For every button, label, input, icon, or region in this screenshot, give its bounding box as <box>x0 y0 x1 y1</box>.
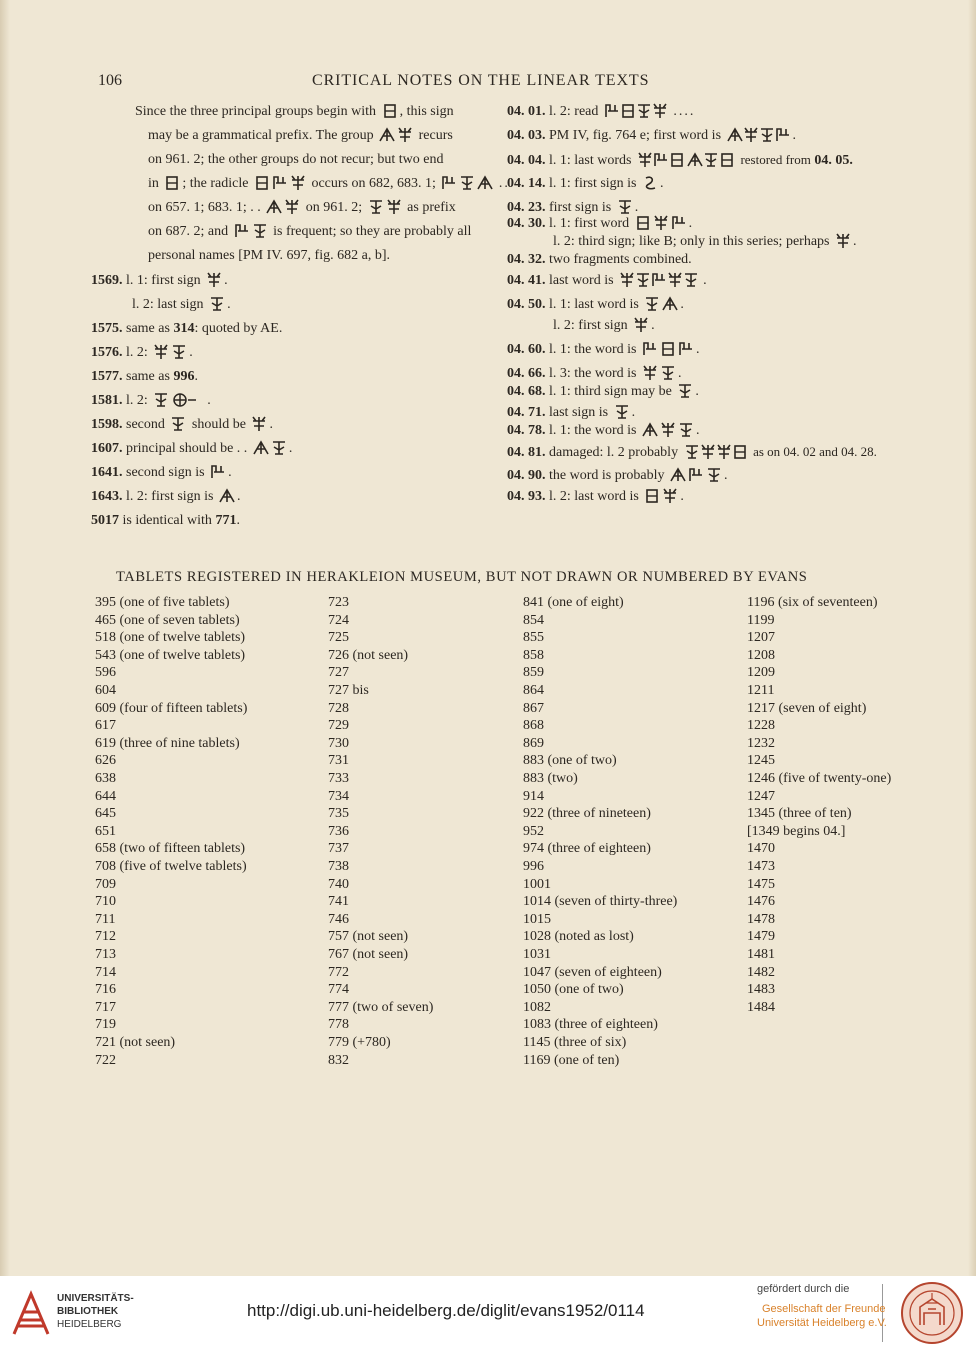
registry-entry: 651 <box>95 823 116 839</box>
note-04-93: 04. 93. l. 2: last word is . <box>507 489 684 504</box>
registry-entry: 777 (two of seven) <box>328 999 434 1015</box>
registry-entry: 740 <box>328 876 349 892</box>
registry-entry: 883 (two) <box>523 771 578 786</box>
registry-entry: 727 <box>328 665 349 681</box>
registry-entry: 724 <box>328 612 349 628</box>
registry-entry: 841 (one of eight) <box>523 595 624 610</box>
linear-b-pair-icon <box>233 223 269 238</box>
registry-entry: 757 (not seen) <box>328 929 409 945</box>
registry-entry: 1050 (one of two) <box>523 982 624 998</box>
registry-entry: 733 <box>328 771 349 786</box>
note-04-50-line-2: l. 2: first sign . <box>553 318 655 333</box>
registry-entry: 869 <box>523 735 544 751</box>
registry-entry: 868 <box>523 718 544 734</box>
linear-b-group-icon <box>378 127 414 142</box>
digital-library-footer <box>0 1276 976 1348</box>
linear-b-word-icon <box>643 488 679 503</box>
linear-b-word-icon <box>641 341 695 356</box>
registry-entry: 1028 (noted as lost) <box>523 929 634 945</box>
registry-entry: 714 <box>95 964 116 980</box>
sponsor-line-2: Universität Heidelberg e.V. <box>757 1317 887 1329</box>
registry-entry: 1001 <box>523 876 551 892</box>
note-04-32: 04. 32. two fragments combined. <box>507 252 692 267</box>
registry-entry: 712 <box>95 929 116 945</box>
linear-b-word-icon <box>618 272 702 287</box>
registry-entry: 1211 <box>747 683 775 698</box>
registry-entry: 952 <box>523 823 544 839</box>
registry-entry: 778 <box>328 1017 349 1033</box>
registry-entry: 638 <box>95 771 116 786</box>
registry-entry: 1209 <box>747 665 775 681</box>
registry-entry: 717 <box>95 999 116 1015</box>
binding-shadow <box>0 0 10 1276</box>
registry-entry: 727 bis <box>328 683 369 698</box>
entry-1641: 1641. second sign is . <box>91 465 232 480</box>
running-title: CRITICAL NOTES ON THE LINEAR TEXTS <box>312 72 650 89</box>
registry-entry: 1482 <box>747 964 775 980</box>
registry-entry: 1247 <box>747 788 775 804</box>
registry-entry: 735 <box>328 806 349 822</box>
registry-entry: 867 <box>523 700 544 716</box>
registry-entry: 604 <box>95 683 116 698</box>
registry-entry: 543 (one of twelve tablets) <box>95 647 246 663</box>
registry-entry: 617 <box>95 718 116 734</box>
entry-1607: 1607. principal should be . . . <box>91 441 293 456</box>
entry-1643: 1643. l. 2: first sign is . <box>91 489 241 504</box>
registry-entry: 1199 <box>747 612 775 628</box>
registry-entry: 1232 <box>747 735 775 751</box>
registry-entry: 1217 (seven of eight) <box>747 700 867 716</box>
linear-b-sign-icon <box>205 272 223 287</box>
registry-entry: 854 <box>523 612 544 628</box>
registry-entry: 731 <box>328 753 349 769</box>
registry-entry: 1169 (one of ten) <box>523 1052 620 1068</box>
linear-b-prefix-icon <box>367 199 403 214</box>
registry-entry: 1345 (three of ten) <box>747 806 852 822</box>
registry-entry: 737 <box>328 841 349 857</box>
registry-entry: 710 <box>95 894 116 910</box>
entry-1569: 1569. l. 1: first sign . <box>91 273 228 288</box>
registry-entry: 974 (three of eighteen) <box>523 841 651 857</box>
linear-b-sign-icon <box>218 488 236 503</box>
registry-entry: 1083 (three of eighteen) <box>523 1017 658 1033</box>
linear-b-word-icon <box>641 422 695 437</box>
registry-entry: 713 <box>95 947 116 962</box>
note-04-81: 04. 81. damaged: l. 2 probably as on 04. 02 and 04. 28. <box>507 444 877 460</box>
note-04-23: 04. 23. first sign is . <box>507 200 639 215</box>
registry-entry: 1196 (six of seventeen) <box>747 595 878 610</box>
entry-1577: 1577. same as 996. <box>91 369 198 384</box>
registry-entry: 883 (one of two) <box>523 753 617 769</box>
linear-b-sign-icon <box>616 199 634 214</box>
linear-b-sign-icon <box>169 416 187 431</box>
linear-b-sign-icon <box>834 233 852 248</box>
registry-entry: 779 (+780) <box>328 1035 391 1050</box>
registry-entry: 855 <box>523 630 544 646</box>
registry-entry: 1031 <box>523 947 551 962</box>
entry-1576: 1576. l. 2: . <box>91 345 193 360</box>
registry-entry: 709 <box>95 876 116 892</box>
linear-b-circle-cross-icon <box>152 392 206 407</box>
note-04-30-line-2: l. 2: third sign; like B; only in this series; perhaps . <box>553 234 857 249</box>
note-04-78: 04. 78. l. 1: the word is . <box>507 423 700 438</box>
library-name-line-1: UNIVERSITÄTS- <box>57 1293 134 1304</box>
registry-entry: 859 <box>523 665 544 681</box>
registry-entry: 723 <box>328 595 349 610</box>
note-04-60: 04. 60. l. 1: the word is . <box>507 342 700 357</box>
registry-entry: 1015 <box>523 911 551 927</box>
note-04-90: 04. 90. the word is probably . <box>507 468 728 483</box>
registry-entry: 772 <box>328 964 349 980</box>
linear-b-sign-icon <box>208 296 226 311</box>
entry-1569-line-2: l. 2: last sign . <box>132 297 231 312</box>
registry-entry: 1475 <box>747 876 775 892</box>
registry-entry: 1245 <box>747 753 775 769</box>
note-04-41: 04. 41. last word is . <box>507 273 707 288</box>
note-04-50: 04. 50. l. 1: last word is . <box>507 297 684 312</box>
entry-1575: 1575. same as 314: quoted by AE. <box>91 321 283 336</box>
registry-entry: 1082 <box>523 999 551 1015</box>
page-edge-shadow <box>968 0 976 1276</box>
intro-line-3: on 961. 2; the other groups do not recur; but two end <box>148 152 444 167</box>
library-name-line-3: HEIDELBERG <box>57 1319 122 1330</box>
registry-entry: 914 <box>523 788 544 804</box>
sponsor-line-1: Gesellschaft der Freunde <box>762 1303 886 1315</box>
linear-b-sign-icon <box>250 416 268 431</box>
registry-entry: 996 <box>523 859 544 874</box>
registry-entry: 1014 (seven of thirty-three) <box>523 894 678 910</box>
entry-5017: 5017 is identical with 771. <box>91 513 240 528</box>
linear-b-sign-icon <box>163 175 181 190</box>
registry-entry: 1478 <box>747 911 775 927</box>
note-04-30: 04. 30. l. 1: first word . <box>507 216 693 231</box>
note-04-14: 04. 14. l. 1: first sign is . <box>507 176 664 191</box>
linear-b-word-icon <box>603 103 669 118</box>
note-04-66: 04. 66. l. 3: the word is . <box>507 366 682 381</box>
registry-entry: 858 <box>523 647 544 663</box>
registry-entry: 1473 <box>747 859 775 874</box>
intro-line-5: on 657. 1; 683. 1; . . on 961. 2; as prefix <box>148 200 456 215</box>
registry-entry: 729 <box>328 718 349 734</box>
registry-entry: 728 <box>328 700 349 716</box>
linear-b-word-icon <box>726 127 792 142</box>
registry-entry: 922 (three of nineteen) <box>523 806 651 822</box>
intro-line-4: in ; the radicle occurs on 682, 683. 1; .. <box>148 176 510 191</box>
registry-entry: 1476 <box>747 894 775 910</box>
university-seal-icon <box>900 1281 964 1345</box>
registry-entry: 738 <box>328 859 349 874</box>
linear-b-word-icon <box>634 215 688 230</box>
registry-entry: 734 <box>328 788 349 804</box>
intro-line-1: Since the three principal groups begin with , this sign <box>135 104 454 119</box>
registry-entry: 1228 <box>747 718 775 734</box>
registry-entry: 1484 <box>747 999 775 1015</box>
registry-entry: 726 (not seen) <box>328 647 409 663</box>
registry-entry: 518 (one of twelve tablets) <box>95 630 246 646</box>
registry-entry: 711 <box>95 911 116 927</box>
note-04-03: 04. 03. PM IV, fig. 764 e; first word is . <box>507 128 797 143</box>
registry-entry: 832 <box>328 1052 349 1068</box>
linear-b-word-icon <box>440 175 494 190</box>
entry-1598: 1598. second should be . <box>91 417 273 432</box>
registry-entry: 736 <box>328 823 349 839</box>
registry-entry: 1481 <box>747 947 775 962</box>
linear-b-sign-icon <box>641 175 659 190</box>
registry-entry: 1047 (seven of eighteen) <box>523 964 662 980</box>
registry-entry: 619 (three of nine tablets) <box>95 735 240 751</box>
permalink-url[interactable]: http://digi.ub.uni-heidelberg.de/diglit/evans1952/0114 <box>247 1301 645 1320</box>
registry-entry: 719 <box>95 1017 116 1033</box>
registry-entry: 716 <box>95 982 116 998</box>
registry-entry: 746 <box>328 911 349 927</box>
linear-b-word-icon <box>643 296 679 311</box>
registry-entry: 708 (five of twelve tablets) <box>95 859 247 874</box>
registry-entry: [1349 begins 04.] <box>747 823 846 839</box>
linear-b-word-icon <box>641 365 677 380</box>
linear-b-sign-icon <box>613 404 631 419</box>
linear-b-sign-icon <box>676 383 694 398</box>
page-number: 106 <box>98 72 122 89</box>
registry-heading: TABLETS REGISTERED IN HERAKLEION MUSEUM, BUT NOT DRAWN OR NUMBERED BY EVANS <box>116 569 808 585</box>
linear-b-sign-icon <box>381 103 399 118</box>
registry-entry: 1470 <box>747 841 775 857</box>
sponsor-label: gefördert durch die <box>757 1283 850 1295</box>
registry-entry: 1483 <box>747 982 775 998</box>
linear-b-sign-icon <box>209 464 227 479</box>
registry-entry: 645 <box>95 806 116 822</box>
registry-entry: 644 <box>95 788 116 804</box>
note-04-04: 04. 04. l. 1: last words restored from 04. 05. <box>507 152 853 168</box>
linear-b-word-icon <box>683 444 749 459</box>
linear-b-pair-icon <box>152 344 188 359</box>
registry-entry: 1479 <box>747 929 775 945</box>
linear-b-pair-icon <box>252 440 288 455</box>
registry-entry: 1208 <box>747 647 775 663</box>
registry-entry: 658 (two of fifteen tablets) <box>95 841 246 857</box>
note-04-01: 04. 01. l. 2: read .... <box>507 104 696 119</box>
registry-entry: 609 (four of fifteen tablets) <box>95 700 248 716</box>
registry-entry: 864 <box>523 683 544 698</box>
registry-entry: 722 <box>95 1052 116 1068</box>
registry-entry: 730 <box>328 735 349 751</box>
registry-entry: 774 <box>328 982 349 998</box>
intro-line-6: on 687. 2; and is frequent; so they are probably all <box>148 224 472 239</box>
registry-entry: 465 (one of seven tablets) <box>95 612 240 628</box>
registry-entry: 725 <box>328 630 349 646</box>
linear-b-group-icon <box>265 199 301 214</box>
registry-entry: 1246 (five of twenty-one) <box>747 771 892 786</box>
registry-entry: 395 (one of five tablets) <box>95 595 230 610</box>
note-04-68: 04. 68. l. 1: third sign may be . <box>507 384 699 399</box>
intro-line-7: personal names [PM IV. 697, fig. 682 a, b]. <box>148 248 390 263</box>
intro-line-2: may be a grammatical prefix. The group recurs <box>148 128 453 143</box>
library-logo-icon <box>10 1290 52 1336</box>
registry-entry: 626 <box>95 753 116 769</box>
library-name-line-2: BIBLIOTHEK <box>57 1306 119 1317</box>
registry-entry: 1207 <box>747 630 775 646</box>
registry-entry: 596 <box>95 665 116 681</box>
entry-1581: 1581. l. 2: . <box>91 393 211 408</box>
linear-b-words-icon <box>636 152 736 167</box>
registry-entry: 741 <box>328 894 349 910</box>
linear-b-word-icon <box>669 467 723 482</box>
linear-b-sign-icon <box>632 317 650 332</box>
registry-entry: 1145 (three of six) <box>523 1035 627 1050</box>
note-04-71: 04. 71. last sign is . <box>507 405 636 420</box>
registry-entry: 721 (not seen) <box>95 1035 176 1050</box>
linear-b-radicle-icon <box>253 175 307 190</box>
registry-entry: 767 (not seen) <box>328 947 409 962</box>
